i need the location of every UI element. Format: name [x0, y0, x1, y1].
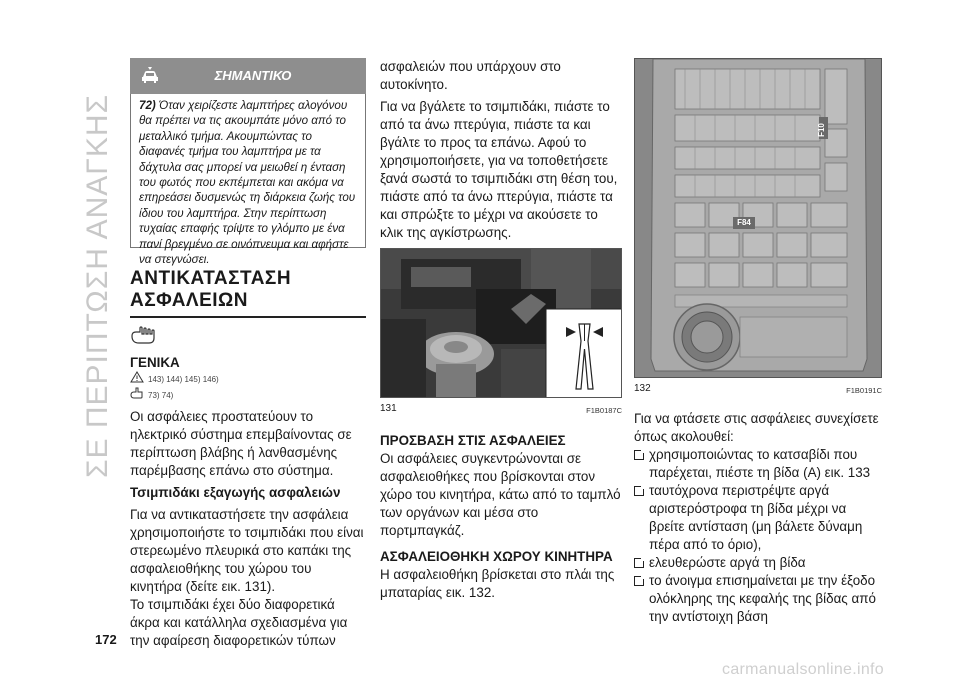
- figure-131-engine-bay: [380, 248, 622, 398]
- pointer-note-icon: [130, 387, 144, 406]
- checkbox-bullet-icon: [634, 576, 644, 586]
- warning-refs-row: [130, 372, 366, 388]
- step-text: ελευθερώστε αργά τη βίδα: [649, 555, 806, 570]
- figure-131-code: F1B0187C: [586, 406, 622, 415]
- heading-general: ΓΕΝΙΚΑ: [130, 355, 180, 370]
- column-3: [634, 58, 882, 626]
- figure-131-caption: [380, 400, 622, 420]
- note-refs: 73) 74): [148, 391, 174, 400]
- checkbox-bullet-icon: [634, 486, 644, 496]
- watermark: carmanualsonline.info: [722, 661, 884, 678]
- note-refs-row: [130, 388, 366, 404]
- figure-132-fusebox: [634, 58, 882, 378]
- pliers-removal-paragraph: Για να βγάλετε το τσιμπιδάκι, πιάστε το από τα άνω πτερύγια, πιάστε τα και βγάλτε το προς τα επάνω. Αφού το χρησιμοποιήσετε, για να τοποθετήσετε ξανά σωστά το τσιμπιδάκι στη θέση του, πιάστε από τα άνω πτερύγια, πιάστε τα και σπρώξτε το μέχρι να ακούσετε το κλικ της αγκίστρωσης.: [380, 99, 618, 240]
- warning-refs: 143) 144) 145) 146): [148, 375, 219, 384]
- step-text: χρησιμοποιώντας το κατσαβίδι που παρέχεται, πιέστε τη βίδα (A) εικ. 133: [649, 447, 871, 480]
- heading-access: ΠΡΟΣΒΑΣΗ ΣΤΙΣ ΑΣΦΑΛΕΙΕΣ: [380, 433, 566, 448]
- column-1: [130, 58, 366, 650]
- step-item: [634, 572, 882, 626]
- intro-paragraph: Οι ασφάλειες προστατεύουν το ηλεκτρικό σύστημα επεμβαίνοντας σε περίπτωση βλάβης ή λανθασμένης παρέμβασης επάνω στο σύστημα.: [130, 409, 352, 478]
- figure-131-number: 131: [380, 403, 397, 414]
- hand-pointer-icon: [130, 326, 366, 349]
- pliers-paragraph-2: Το τσιμπιδάκι έχει δύο διαφορετικά άκρα και κατάλληλα σχεδιασμένα για την αφαίρεση διαφορετικών τύπων: [130, 597, 348, 648]
- figure-132-number: 132: [634, 383, 651, 394]
- title-divider: [130, 316, 366, 318]
- chapter-side-title: [76, 6, 120, 566]
- step-text: ταυτόχρονα περιστρέψτε αργά αριστερόστροφα τη βίδα μέχρι να βρείτε αντίσταση (μη βάλετε δύναμη πέρα από το όριο),: [649, 483, 863, 552]
- figure-132-code: F1B0191C: [846, 386, 882, 395]
- checkbox-bullet-icon: [634, 450, 644, 460]
- continued-paragraph: ασφαλειών που υπάρχουν στο αυτοκίνητο.: [380, 59, 561, 92]
- page-number: 172: [95, 632, 117, 647]
- column-2: [380, 58, 622, 602]
- chapter-side-title-text: ΣΕ ΠΕΡΙΠΤΩΣΗ ΑΝΑΓΚΗΣ: [81, 93, 115, 479]
- fuse-label-f84: F84: [737, 218, 751, 227]
- step-text: το άνοιγμα επισημαίνεται με την έξοδο ολόκληρης της κεφαλής της βίδας από την αντίστοιχη βάση: [649, 573, 876, 624]
- step-item: [634, 554, 882, 572]
- car-warning-icon: [130, 58, 170, 94]
- steps-intro: Για να φτάσετε στις ασφάλειες συνεχίσετε όπως ακολουθεί:: [634, 411, 879, 444]
- engine-fusebox-paragraph: Η ασφαλειοθήκη βρίσκεται στο πλάι της μπαταρίας εικ. 132.: [380, 567, 615, 600]
- note-ref: 72): [139, 99, 156, 112]
- figure-132-caption: [634, 380, 882, 400]
- step-item: [634, 446, 882, 482]
- section-title-line1: ΑΝΤΙΚΑΤΑΣΤΑΣΗ: [130, 268, 292, 289]
- section-title-line2: ΑΣΦΑΛΕΙΩΝ: [130, 290, 249, 311]
- note-header: [130, 58, 366, 94]
- pliers-paragraph-1: Για να αντικαταστήσετε την ασφάλεια χρησιμοποιήστε το τσιμπιδάκι που είναι στερεωμένο πλευρικά στο καπάκι της ασφαλειοθήκης του χώρου του κινητήρα (δείτε εικ. 131).: [130, 507, 364, 594]
- note-header-label: ΣΗΜΑΝΤΙΚΟ: [214, 68, 292, 83]
- note-body: [130, 94, 366, 267]
- step-item: [634, 482, 882, 554]
- heading-pliers: Τσιμπιδάκι εξαγωγής ασφαλειών: [130, 485, 341, 500]
- section-title: [130, 268, 366, 312]
- checkbox-bullet-icon: [634, 558, 644, 568]
- fuse-label-f10: F10: [817, 123, 826, 137]
- access-paragraph: Οι ασφάλειες συγκεντρώνονται σε ασφαλειοθήκες που βρίσκονται στον χώρο του κινητήρα, κάτω από το ταμπλό των οργάνων και μέσα στο πορτμπαγκάζ.: [380, 451, 621, 538]
- heading-engine-fusebox: ΑΣΦΑΛΕΙΟΘΗΚΗ ΧΩΡΟΥ ΚΙΝΗΤΗΡΑ: [380, 549, 613, 564]
- note-text: Όταν χειρίζεστε λαμπτήρες αλογόνου θα πρέπει να τις ακουμπάτε μόνο από το μεταλλικό τμήμα. Ακουμπώντας το διαφανές τμήμα του λαμπτήρα με τα δάχτυλα σας μπορεί να μειωθεί η ένταση του φωτός που εκπέμπεται και ακόμα να επηρεάσει δυσμενώς τη διάρκεια ζωής του ίδιου του λαμπτήρα. Στην περίπτωση τυχαίας επαφής τρίψτε το γλόμπο με ένα πανί βρεγμένο σε οινόπνευμα και αφήστε να στεγνώσει.: [139, 99, 356, 267]
